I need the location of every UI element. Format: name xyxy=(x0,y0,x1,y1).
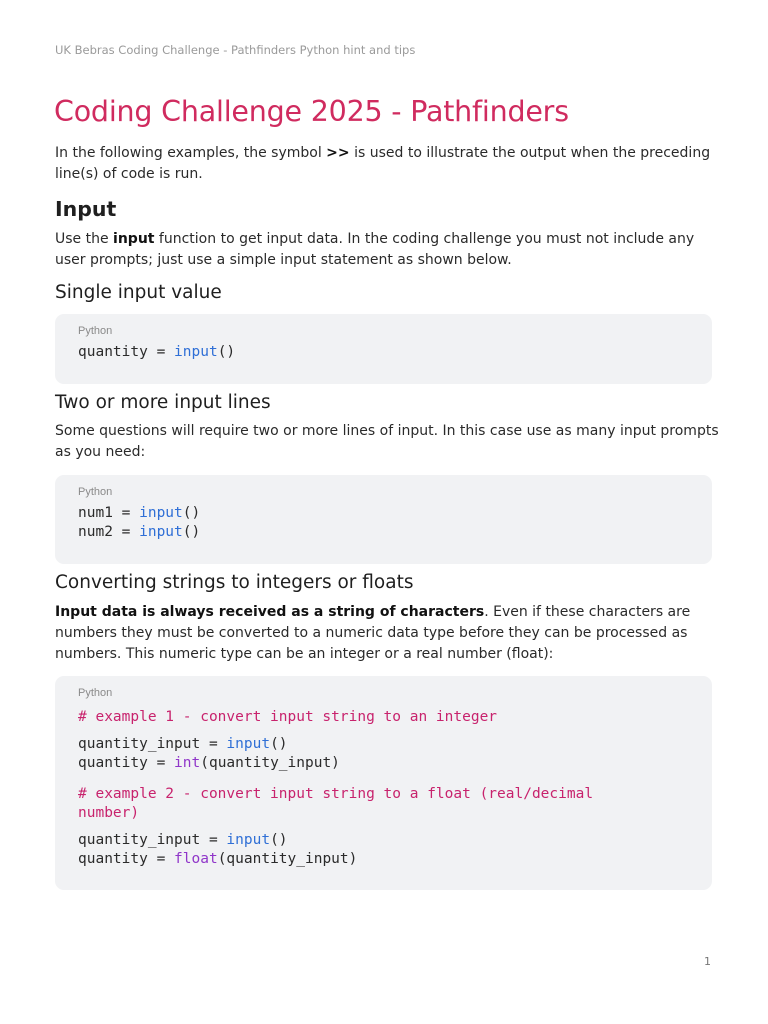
code-text: quantity = xyxy=(78,755,175,771)
heading-single-input: Single input value xyxy=(55,282,222,303)
code-function: float xyxy=(174,851,218,867)
code-text: () xyxy=(182,505,201,521)
code-block-single-input xyxy=(55,314,712,384)
code-line xyxy=(78,343,235,362)
code-text: quantity_input = xyxy=(78,832,227,848)
running-header: UK Bebras Coding Challenge - Pathfinders Python hint and tips xyxy=(55,43,416,57)
code-text: () xyxy=(182,524,201,540)
heading-input: Input xyxy=(55,197,117,221)
converting-bold-text: Input data is always received as a string of characters xyxy=(55,604,485,620)
input-keyword: input xyxy=(113,231,155,247)
heading-converting: Converting strings to integers or floats xyxy=(55,572,414,593)
page-number: 1 xyxy=(704,955,711,968)
code-language-label: Python xyxy=(78,687,113,699)
code-text: () xyxy=(217,344,236,360)
code-comment: # example 2 - convert input string to a float (real/decimal xyxy=(78,786,594,802)
multi-input-paragraph: Some questions will require two or more lines of input. In this case use as many input prompts as you need: xyxy=(55,423,719,460)
code-function: int xyxy=(174,755,201,771)
code-comment: number) xyxy=(78,805,140,821)
code-builtin: input xyxy=(226,736,271,752)
code-builtin: input xyxy=(139,505,183,521)
code-language-label: Python xyxy=(78,486,113,498)
converting-text: . Even if these characters are numbers they must be converted to a numeric data type before they can be processed as numbers. This numeric type can be an integer or a real number (float): xyxy=(55,604,691,662)
code-block-multi-input xyxy=(55,475,712,564)
code-line xyxy=(78,754,340,773)
code-line xyxy=(78,850,357,869)
code-block-converting xyxy=(55,676,712,890)
code-text: () xyxy=(270,832,288,848)
code-line xyxy=(78,523,200,542)
code-text: num1 = xyxy=(78,505,140,521)
code-text: () xyxy=(270,736,288,752)
code-text: (quantity_input) xyxy=(217,851,358,867)
code-line xyxy=(78,504,200,523)
code-text: quantity = xyxy=(78,851,175,867)
code-builtin: input xyxy=(139,524,183,540)
code-text: num2 = xyxy=(78,524,140,540)
code-line xyxy=(78,735,288,754)
code-line xyxy=(78,831,288,850)
intro-text-prefix: In the following examples, the symbol xyxy=(55,145,327,161)
intro-paragraph xyxy=(55,143,720,185)
input-paragraph xyxy=(55,229,720,271)
code-language-label: Python xyxy=(78,325,113,337)
code-text: quantity = xyxy=(78,344,175,360)
code-builtin: input xyxy=(174,344,218,360)
page-title: Coding Challenge 2025 - Pathfinders xyxy=(54,95,569,128)
input-text-suffix: function to get input data. In the coding challenge you must not include any user prompts; just use a simple input statement as shown below. xyxy=(55,231,695,268)
intro-text-suffix: is used to illustrate the output when the preceding line(s) of code is run. xyxy=(55,145,711,182)
heading-multi-input: Two or more input lines xyxy=(55,392,271,413)
code-builtin: input xyxy=(226,832,271,848)
code-text: quantity_input = xyxy=(78,736,227,752)
converting-paragraph xyxy=(55,602,720,665)
code-comment: # example 1 - convert input string to an integer xyxy=(78,709,498,725)
code-text: (quantity_input) xyxy=(200,755,340,771)
output-symbol: >> xyxy=(326,145,350,161)
input-text-prefix: Use the xyxy=(55,231,114,247)
